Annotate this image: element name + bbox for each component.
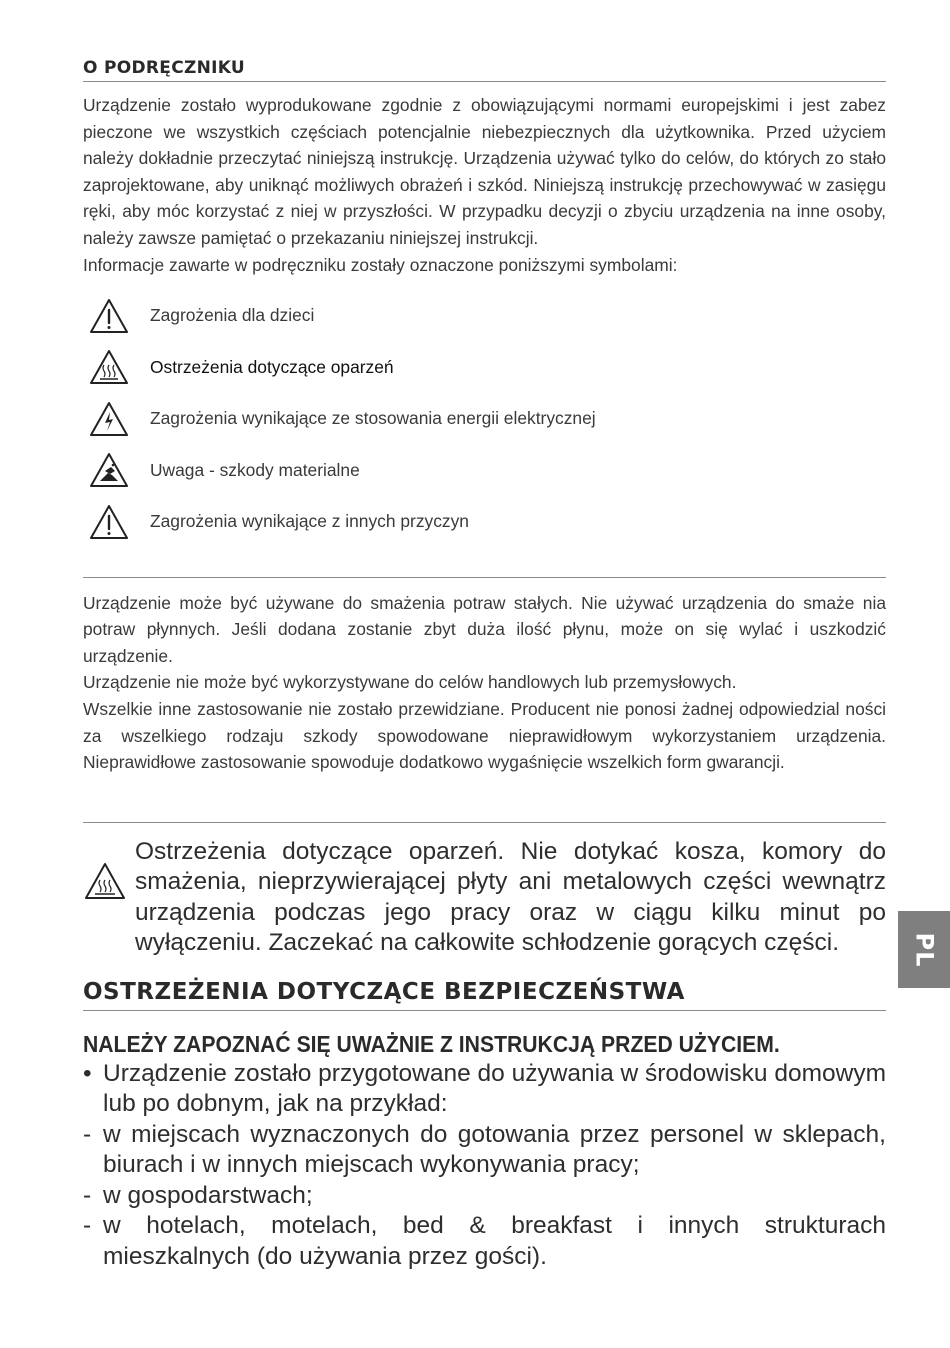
symbol-label: Ostrzeżenia dotyczące oparzeń	[150, 356, 394, 377]
usage-paragraph: Urządzenie może być używane do smażenia potraw stałych. Nie używać urządzenia do smaże nia potraw płynnych. Jeśli dodana zostanie zbyt duża ilość płynu, może on się wylać i uszkodzić urządzenie.	[83, 592, 886, 666]
symbol-label: Zagrożenia wynikające z innych przyczyn	[150, 511, 469, 532]
symbols-intro: Informacje zawarte w podręczniku zostały oznaczone poniższymi symbolami:	[83, 254, 678, 275]
burn-warning-text: Ostrzeżenia dotyczące oparzeń. Nie dotykać kosza, komory do smażenia, nieprzywierającej płyty ani metalowych części wewnątrz urządzenia podczas jego pracy oraz w ciągu kilku minut po wyłączeniu. Zaczekać na całkowite schłodzenie gorących części.	[135, 837, 886, 957]
divider	[83, 577, 886, 578]
usage-paragraph: Wszelkie inne zastosowanie nie zostało przewidziane. Producent nie ponosi żadnej odpowiedzial ności za wszelkiego rodzaju szkody spowodowane nieprawidłowym wykorzystaniem urządzenia. Nieprawidłowe zastosowanie spowoduje dodatkowo wygaśnięcie wszelkich form gwarancji.	[83, 699, 886, 773]
manual-page	[83, 58, 886, 1272]
list-item	[83, 1211, 886, 1272]
material-damage-icon	[88, 451, 130, 489]
list-item-text: w hotelach, motelach, bed & breakfast i innych strukturach mieszkalnych (do używania przez gości).	[103, 1212, 886, 1270]
list-item	[83, 1120, 886, 1181]
electric-hazard-icon	[88, 400, 130, 438]
usage-section	[83, 590, 886, 776]
language-tab-label: PL	[909, 932, 938, 967]
section-title-manual: O PODRĘCZNIKU	[83, 58, 886, 82]
safety-section-title: OSTRZEŻENIA DOTYCZĄCE BEZPIECZEŃSTWA	[83, 979, 886, 1011]
list-item-text: w gospodarstwach;	[103, 1181, 313, 1209]
symbol-label: Zagrożenia wynikające ze stosowania energii elektrycznej	[150, 408, 596, 429]
symbol-row-material	[83, 445, 886, 497]
list-item-text: w miejscach wyznaczonych do gotowania przez personel w sklepach, biurach i w innych miejscach wykonywania pracy;	[103, 1120, 886, 1179]
list-item	[83, 1059, 886, 1120]
usage-paragraph: Urządzenie nie może być wykorzystywane do celów handlowych lub przemysłowych.	[83, 672, 737, 693]
dash-marker: -	[83, 1212, 92, 1240]
list-item-text: Urządzenie zostało przygotowane do używania w środowisku domowym lub po dobnym, jak na przykład:	[103, 1059, 887, 1118]
symbol-row-electric	[83, 393, 886, 445]
warning-exclamation-icon	[88, 297, 130, 335]
warning-exclamation-icon	[88, 503, 130, 541]
manual-intro-paragraph: Urządzenie zostało wyprodukowane zgodnie z obowiązującymi normami europejskimi i jest zabez pieczone we wszystkich częściach potencjalnie niebezpiecznych dla użytkownika. Przed użyciem należy dokładnie przeczytać niniejszą instrukcję. Urządzenia używać tylko do celów, do których zo stało zaprojektowane, aby uniknąć możliwych obrażeń i szkód. Niniejszą instrukcję przechowywać w zasięgu ręki, aby móc korzystać z niej w przyszłości. W przypadku decyzji o zbyciu urządzenia na inne osoby, należy zawsze pamiętać o przekazaniu niniejszej instrukcji.	[83, 95, 886, 248]
burn-warning	[83, 837, 886, 959]
safety-list	[83, 1059, 886, 1273]
list-item	[83, 1181, 886, 1212]
divider	[83, 822, 886, 823]
symbol-label: Zagrożenia dla dzieci	[150, 305, 315, 326]
symbol-row-other	[83, 496, 886, 548]
dash-marker: -	[83, 1120, 92, 1148]
hot-surface-icon	[83, 861, 127, 901]
symbol-row-burns	[83, 342, 886, 394]
language-tab	[898, 911, 950, 988]
symbol-label: Uwaga - szkody materialne	[150, 459, 360, 480]
symbol-row-children	[83, 290, 886, 342]
hot-surface-icon	[88, 348, 130, 386]
symbol-legend	[83, 290, 886, 548]
dash-marker: -	[83, 1181, 92, 1209]
bullet-marker: •	[83, 1059, 92, 1087]
safety-subtitle: NALEŻY ZAPOZNAĆ SIĘ UWAŻNIE Z INSTRUKCJĄ PRZED UŻYCIEM.	[83, 1030, 780, 1057]
